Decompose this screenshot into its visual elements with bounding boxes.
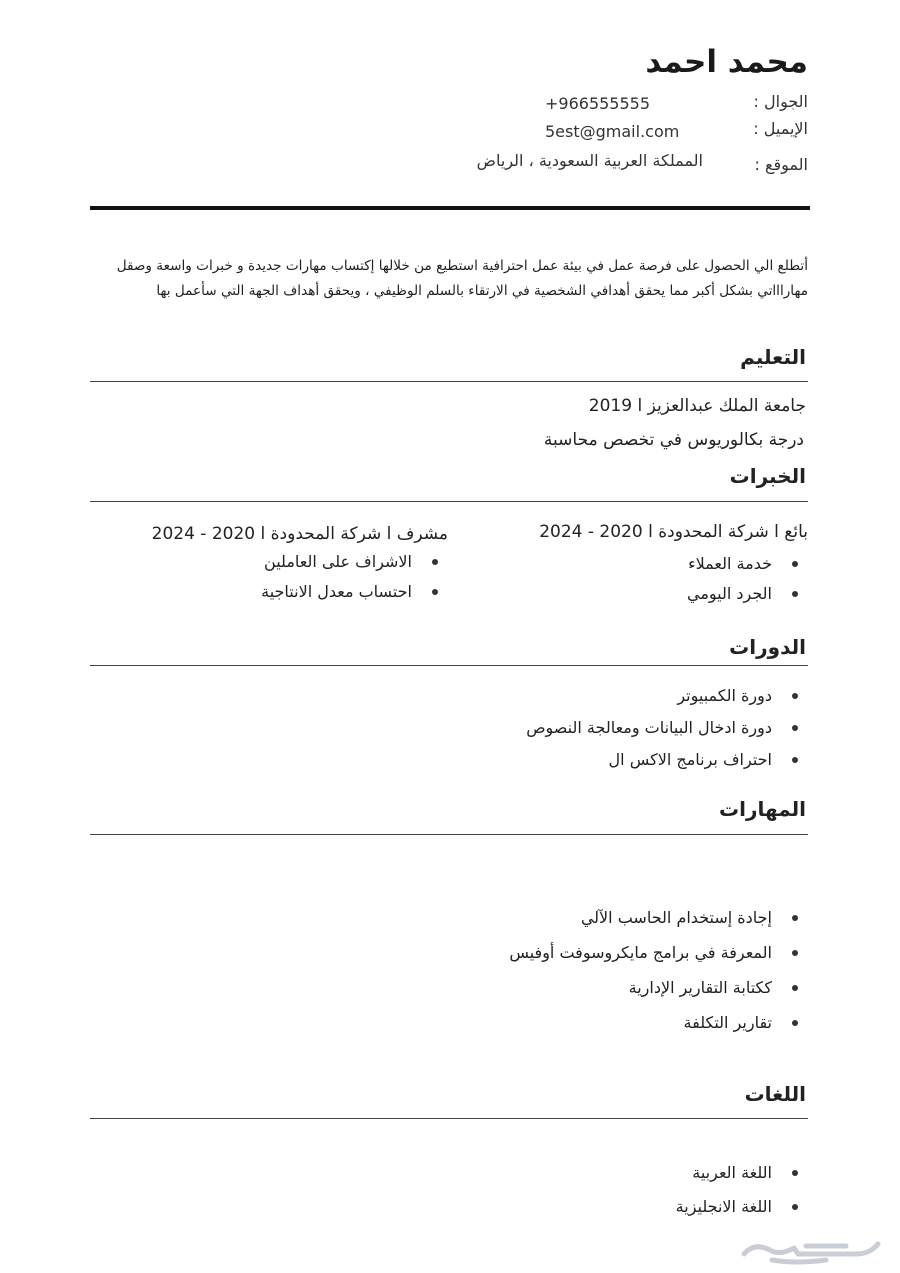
bullet-icon (792, 725, 798, 731)
header-divider (90, 206, 810, 210)
skills-list (509, 900, 800, 1040)
list-item: احتساب معدل الانتاجية (261, 577, 440, 607)
list-item: اللغة العربية (676, 1156, 800, 1190)
list-item: إجادة إستخدام الحاسب الآلي (509, 900, 800, 935)
courses-title: الدورات (729, 635, 806, 659)
skills-title: المهارات (719, 797, 806, 821)
list-item: دورة ادخال البيانات ومعالجة النصوص (526, 712, 800, 744)
education-degree: درجة بكالوريوس في تخصص محاسبة (543, 430, 804, 450)
bullet-icon (792, 1204, 798, 1210)
list-item: ككتابة التقارير الإدارية (509, 970, 800, 1005)
bullet-icon (792, 950, 798, 956)
education-university: جامعة الملك عبدالعزيز ا 2019 (588, 396, 806, 416)
job-2-heading: مشرف ا شركة المحدودة ا 2020 - 2024 (151, 524, 448, 544)
bullet-icon (792, 985, 798, 991)
experience-title: الخبرات (729, 464, 806, 488)
email-value: 5est@gmail.com (545, 122, 680, 141)
bullet-icon (792, 1170, 798, 1176)
bullet-icon (792, 693, 798, 699)
languages-list (676, 1156, 800, 1224)
bullet-icon (792, 561, 798, 567)
list-item: اللغة الانجليزية (676, 1190, 800, 1224)
languages-divider (90, 1118, 808, 1119)
job-1-heading: بائع ا شركة المحدودة ا 2020 - 2024 (539, 522, 808, 542)
location-label: الموقع : (754, 155, 808, 174)
job-2-duties (261, 547, 440, 607)
bullet-icon (432, 559, 438, 565)
phone-value: +966555555 (545, 94, 651, 113)
bullet-icon (792, 757, 798, 763)
skills-divider (90, 834, 808, 835)
list-item: تقارير التكلفة (509, 1005, 800, 1040)
list-item: المعرفة في برامج مايكروسوفت أوفيس (509, 935, 800, 970)
list-item: دورة الكمبيوتر (526, 680, 800, 712)
list-item: خدمة العملاء (687, 549, 800, 579)
haraj-watermark-logo (736, 1230, 894, 1266)
languages-title: اللغات (744, 1082, 806, 1106)
list-item: الجرد اليومي (687, 579, 800, 609)
education-divider (90, 381, 808, 382)
location-value: المملكة العربية السعودية ، الرياض (476, 151, 703, 170)
career-objective: أتطلع الي الحصول على فرصة عمل في بيئة عمل احترافية استطيع من خلالها إكتساب مهارات جديدة و خبرات واسعة وصقل مهاراااتي بشكل أكبر مما يحقق أهدافي الشخصية في الارتقاء بالسلم الوظيفي ، ويحقق أهداف الجهة التي سأعمل بها (116, 258, 808, 299)
bullet-icon (792, 915, 798, 921)
candidate-name: محمد احمد (645, 44, 808, 80)
courses-divider (90, 665, 808, 666)
courses-list (526, 680, 800, 776)
bullet-icon (792, 1020, 798, 1026)
list-item: احتراف برنامج الاكس ال (526, 744, 800, 776)
bullet-icon (792, 591, 798, 597)
experience-divider (90, 501, 808, 502)
email-label: الإيميل : (753, 119, 808, 138)
bullet-icon (432, 589, 438, 595)
job-1-duties (687, 549, 800, 609)
phone-label: الجوال : (753, 92, 808, 111)
list-item: الاشراف على العاملين (261, 547, 440, 577)
education-title: التعليم (740, 345, 806, 369)
